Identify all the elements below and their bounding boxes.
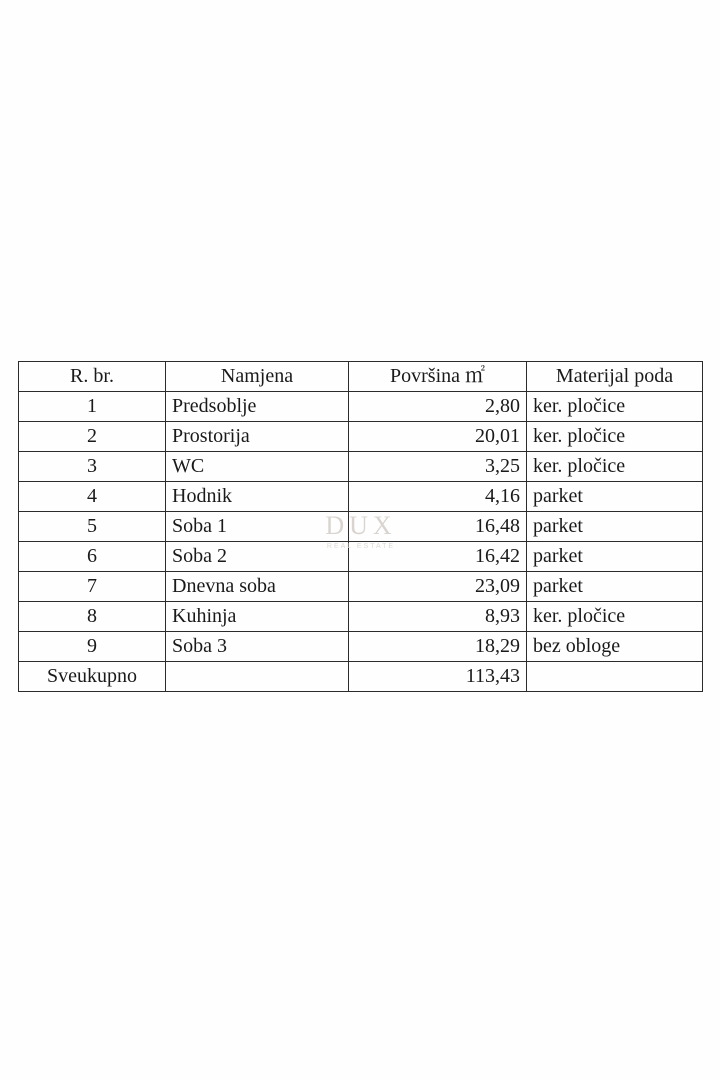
cell-purpose: WC (166, 452, 349, 482)
cell-floor-material: parket (527, 482, 703, 512)
cell-floor-material: bez obloge (527, 632, 703, 662)
cell-area: 18,29 (349, 632, 527, 662)
table-row (19, 512, 703, 542)
cell-index: 4 (19, 482, 166, 512)
cell-index: 9 (19, 632, 166, 662)
cell-purpose: Soba 3 (166, 632, 349, 662)
cell-area: 2,80 (349, 392, 527, 422)
cell-floor-material: ker. pločice (527, 452, 703, 482)
cell-index: 7 (19, 572, 166, 602)
cell-purpose: Soba 2 (166, 542, 349, 572)
table-row (19, 422, 703, 452)
cell-purpose: Soba 1 (166, 512, 349, 542)
cell-area: 3,25 (349, 452, 527, 482)
cell-purpose: Kuhinja (166, 602, 349, 632)
table-row (19, 572, 703, 602)
cell-area: 4,16 (349, 482, 527, 512)
table-row (19, 482, 703, 512)
cell-purpose: Prostorija (166, 422, 349, 452)
cell-index: 2 (19, 422, 166, 452)
table-total-row (19, 662, 703, 692)
cell-floor-material: ker. pločice (527, 422, 703, 452)
cell-floor-material: ker. pločice (527, 392, 703, 422)
column-header-area (349, 362, 527, 392)
cell-index: 6 (19, 542, 166, 572)
cell-floor-material: parket (527, 542, 703, 572)
cell-index: 5 (19, 512, 166, 542)
cell-area: 8,93 (349, 602, 527, 632)
cell-purpose: Dnevna soba (166, 572, 349, 602)
column-header-area-text: Površina ㎡ (390, 365, 485, 387)
cell-floor-material: parket (527, 572, 703, 602)
table-body (19, 392, 703, 692)
room-schedule-table (18, 361, 703, 692)
room-schedule-table-wrapper (18, 361, 702, 692)
cell-total-label: Sveukupno (19, 662, 166, 692)
column-header-index: R. br. (19, 362, 166, 392)
column-header-purpose: Namjena (166, 362, 349, 392)
cell-area: 16,42 (349, 542, 527, 572)
cell-area: 23,09 (349, 572, 527, 602)
cell-area: 16,48 (349, 512, 527, 542)
table-header (19, 362, 703, 392)
cell-floor-material: parket (527, 512, 703, 542)
table-row (19, 632, 703, 662)
table-row (19, 602, 703, 632)
cell-floor-material: ker. pločice (527, 602, 703, 632)
cell-index: 8 (19, 602, 166, 632)
cell-total-purpose (166, 662, 349, 692)
cell-index: 1 (19, 392, 166, 422)
table-row (19, 452, 703, 482)
watermark-text: DUX (325, 511, 397, 540)
table-header-row (19, 362, 703, 392)
cell-total-floor-material (527, 662, 703, 692)
cell-purpose: Hodnik (166, 482, 349, 512)
watermark-subtext: REAL ESTATE (326, 543, 396, 550)
cell-area: 20,01 (349, 422, 527, 452)
column-header-floor-material: Materijal poda (527, 362, 703, 392)
table-row (19, 542, 703, 572)
table-row (19, 392, 703, 422)
cell-index: 3 (19, 452, 166, 482)
cell-purpose: Predsoblje (166, 392, 349, 422)
cell-total-area: 113,43 (349, 662, 527, 692)
